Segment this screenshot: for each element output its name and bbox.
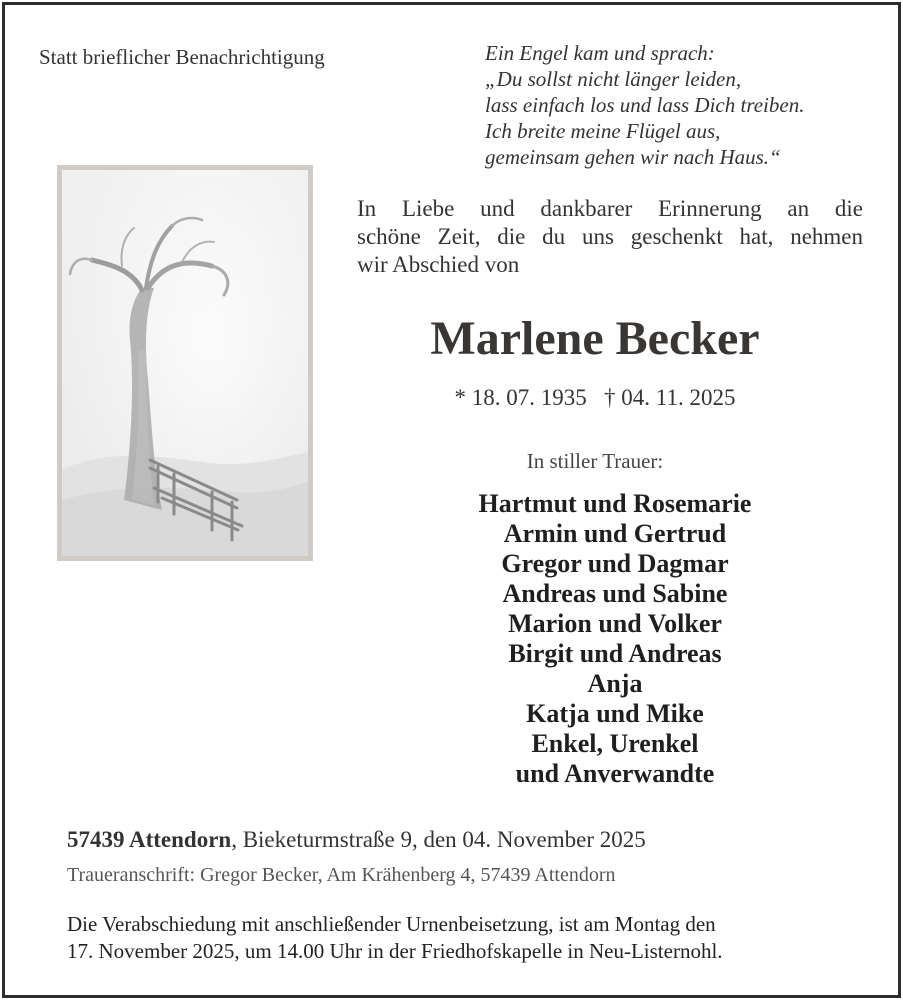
- poem-line: lass einfach los und lass Dich treiben.: [485, 93, 805, 117]
- poem-line: gemeinsam gehen wir nach Haus.“: [485, 145, 781, 169]
- deceased-name: Marlene Becker: [430, 312, 760, 365]
- funeral-line: 17. November 2025, um 14.00 Uhr in der Friedhofskapelle in Neu-Listernohl.: [67, 939, 723, 963]
- family-member: Enkel, Urenkel: [531, 729, 699, 758]
- poem-line: Ein Engel kam und sprach:: [485, 41, 715, 65]
- intro-line: wir Abschied von: [357, 252, 520, 277]
- poem-line: Ich breite meine Flügel aus,: [485, 119, 721, 143]
- obituary-card: [2, 2, 901, 998]
- family-member: und Anverwandte: [515, 759, 715, 788]
- family-member: Birgit und Andreas: [508, 639, 722, 668]
- city: 57439 Attendorn: [67, 827, 232, 852]
- mourning-address: Traueranschrift: Gregor Becker, Am Krähenberg 4, 57439 Attendorn: [67, 864, 616, 886]
- funeral-notice: [67, 911, 867, 965]
- life-dates: * 18. 07. 1935 † 04. 11. 2025: [454, 385, 736, 410]
- poem-line: „Du sollst nicht länger leiden,: [485, 67, 742, 91]
- tree-and-bench-illustration: [57, 165, 313, 561]
- intro-line: In Liebe und dankbarer Erinnerung an die: [357, 196, 863, 221]
- family-member: Andreas und Sabine: [502, 579, 728, 608]
- family-member: Marion und Volker: [508, 609, 722, 638]
- family-member: Hartmut und Rosemarie: [478, 489, 752, 518]
- place-and-date: [67, 827, 646, 853]
- mourning-label: In stiller Trauer:: [526, 449, 664, 473]
- intro-text: [357, 195, 863, 279]
- poem: [485, 40, 804, 170]
- intro-line: schöne Zeit, die du uns geschenkt hat, nehmen: [357, 224, 863, 249]
- family-list: [335, 489, 895, 789]
- family-member: Armin und Gertrud: [503, 519, 727, 548]
- family-member: Katja und Mike: [526, 699, 704, 728]
- funeral-line: Die Verabschiedung mit anschließender Urnenbeisetzung, ist am Montag den: [67, 912, 716, 936]
- header-notice: Statt brieflicher Benachrichtigung: [39, 45, 325, 69]
- family-member: Anja: [587, 669, 643, 698]
- family-member: Gregor und Dagmar: [501, 549, 729, 578]
- street-and-date: , Bieketurmstraße 9, den 04. November 2025: [231, 827, 646, 852]
